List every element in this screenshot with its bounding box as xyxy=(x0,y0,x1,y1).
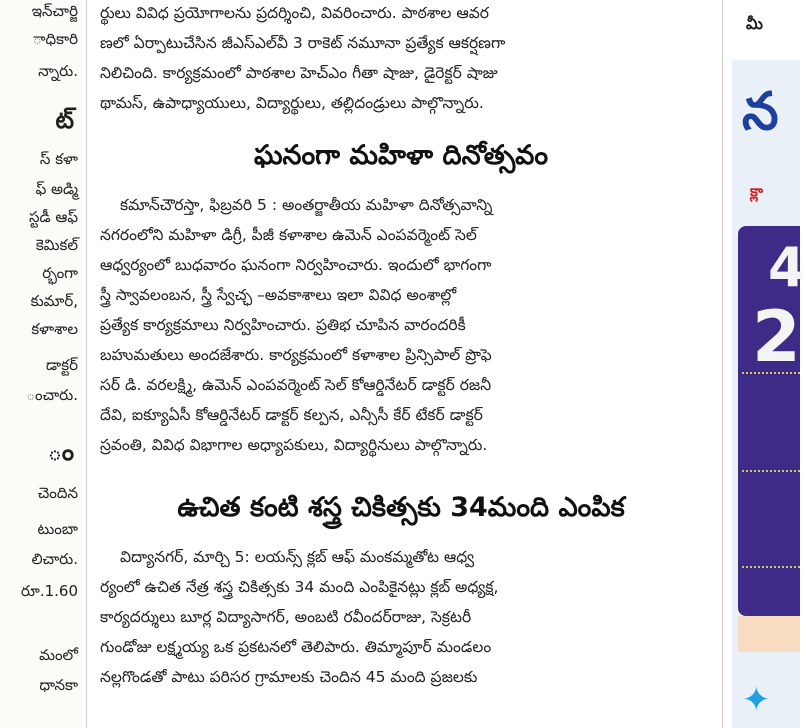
article-3-headline: ఉచిత కంటి శస్త్ర చికిత్సకు 34మంది ఎంపిక xyxy=(177,492,625,523)
article-2-line: కమాన్‌చౌరస్తా, ఫిబ్రవరి 5 : అంతర్జాతీయ మహిళా దినోత్సవాన్ని xyxy=(120,196,493,214)
article-1-line: ర్థులు వివిధ ప్రయోగాలను ప్రదర్శించి, వివరించారు. పాఠశాల ఆవర xyxy=(100,4,489,22)
ad-dotted-divider xyxy=(742,470,800,472)
ad-number: 2 xyxy=(752,296,801,378)
left-text-fragment: స్ కళా xyxy=(39,150,78,168)
ad-logo-icon: ✦ xyxy=(742,680,771,720)
article-2-line: సర్ డి. వరలక్ష్మి, ఉమెన్ ఎంపవర్మెంట్ సెల్ కోఆర్డినేటర్ డాక్టర్ రజనీ xyxy=(100,376,492,394)
left-text-fragment: మంలో xyxy=(39,646,78,664)
left-heading: ట్ xyxy=(55,106,74,134)
ad-top-strip xyxy=(732,0,800,60)
left-text-fragment: కళాశాల xyxy=(31,320,78,338)
ad-dotted-divider xyxy=(742,372,800,374)
article-2-line: ప్రత్యేక కార్యక్రమాలు నిర్వహించారు. ప్రతిభ చూపిన వారందరికీ xyxy=(100,316,466,334)
main-column xyxy=(92,0,710,728)
ad-top-text: మీ xyxy=(746,14,763,33)
left-text-fragment: చెందిన xyxy=(37,484,78,502)
column-divider xyxy=(722,0,723,728)
left-text-fragment: టుంబా xyxy=(37,520,78,538)
ad-number: 4 xyxy=(768,236,806,299)
left-heading: ం xyxy=(47,438,74,466)
left-text-fragment: ఫ్ అడ్మి xyxy=(35,180,78,198)
ad-peach-band xyxy=(738,616,800,652)
left-text-fragment: ర్భంగా xyxy=(42,264,78,282)
left-text-fragment: కెమికల్ xyxy=(35,236,78,254)
article-1-line: ణలో ఏర్పాటుచేసిన జీఎస్‌ఎల్‌వీ 3 రాకెట్ నమూనా ప్రత్యేక ఆకర్షణగా xyxy=(100,34,506,52)
article-2-line: దేవి, ఐక్యూఏసీ కోఆర్డినేటర్ డాక్టర్ కల్పన, ఎన్సీసీ కేర్ టేకర్ డాక్టర్ xyxy=(100,406,483,424)
article-3-line: కార్యదర్శులు బూర్ల విద్యాసాగర్, అంబటి రవీందర్‌రాజు, సెక్రటరీ xyxy=(100,608,472,626)
left-text-fragment: ాధికారి xyxy=(32,30,78,48)
article-2-headline: ఘనంగా మహిళా దినోత్సవం xyxy=(253,140,549,171)
article-2-line: బహుమతులు అందజేశారు. కార్యక్రమంలో కళాశాల ప్రిన్సిపాల్ ప్రొఫె xyxy=(100,346,492,364)
advertisement xyxy=(732,0,806,728)
ad-brand-letter: న xyxy=(742,82,779,142)
left-text-fragment: కుమార్, xyxy=(30,292,78,310)
article-1-line: నిలిచింది. కార్యక్రమంలో పాఠశాల హెచ్ఎం గీతా షాజు, డైరెక్టర్ షాజు xyxy=(100,64,498,82)
ad-dotted-divider xyxy=(742,566,800,568)
left-text-fragment: లిచారు. xyxy=(31,550,78,568)
left-text-fragment: ఇన్‌చార్జి xyxy=(31,2,78,20)
left-text-fragment: ధానకా xyxy=(39,676,78,694)
article-3-line: గుండోజు లక్ష్మయ్య ఒక ప్రకటనలో తెలిపారు. తిమ్మాపూర్ మండలం xyxy=(100,638,492,656)
left-text-fragment: రూ.1.60 xyxy=(20,582,78,600)
ad-red-text: క్లా xyxy=(750,182,764,200)
left-column xyxy=(0,0,82,728)
article-3-line: విద్యానగర్, మార్చి 5: లయన్స్ క్లబ్ ఆఫ్ మంకమ్మతోట ఆధ్వ xyxy=(120,548,475,566)
article-2-line: స్రవంతి, వివిధ విభాగాల అధ్యాపకులు, విద్యార్థినులు పాల్గొన్నారు. xyxy=(100,436,488,454)
left-text-fragment: ంచారు. xyxy=(26,386,78,404)
article-2-line: ఆధ్వర్యంలో బుధవారం ఘనంగా నిర్వహించారు. ఇందులో భాగంగా xyxy=(100,256,492,274)
article-3-line: ర్యంలో ఉచిత నేత్ర శస్త్ర చికిత్సకు 34 మంది ఎంపికైనట్లు క్లబ్ అధ్యక్ష, xyxy=(100,578,499,596)
left-text-fragment: న్నారు. xyxy=(38,62,78,80)
article-2-line: నగరంలోని మహిళా డిగ్రీ, పీజీ కళాశాల ఉమెన్ ఎంపవర్మెంట్ సెల్ xyxy=(100,226,477,244)
left-text-fragment: డాక్టర్ xyxy=(45,356,78,374)
left-text-fragment: స్టడీ ఆఫ్ xyxy=(28,208,78,226)
article-2-line: స్త్రీ స్వావలంబన, స్త్రీ స్వేచ్ఛ –అవకాశాలు ఇలా వివిధ అంశాల్లో xyxy=(100,286,457,304)
article-3-line: నల్లగొండతో పాటు పరిసర గ్రామాలకు చెందిన 45 మంది ప్రజలకు xyxy=(100,668,478,686)
article-1-line: థామస్, ఉపాధ్యాయులు, విద్యార్థులు, తల్లిదండ్రులు పాల్గొన్నారు. xyxy=(100,94,484,112)
column-divider xyxy=(86,0,87,728)
